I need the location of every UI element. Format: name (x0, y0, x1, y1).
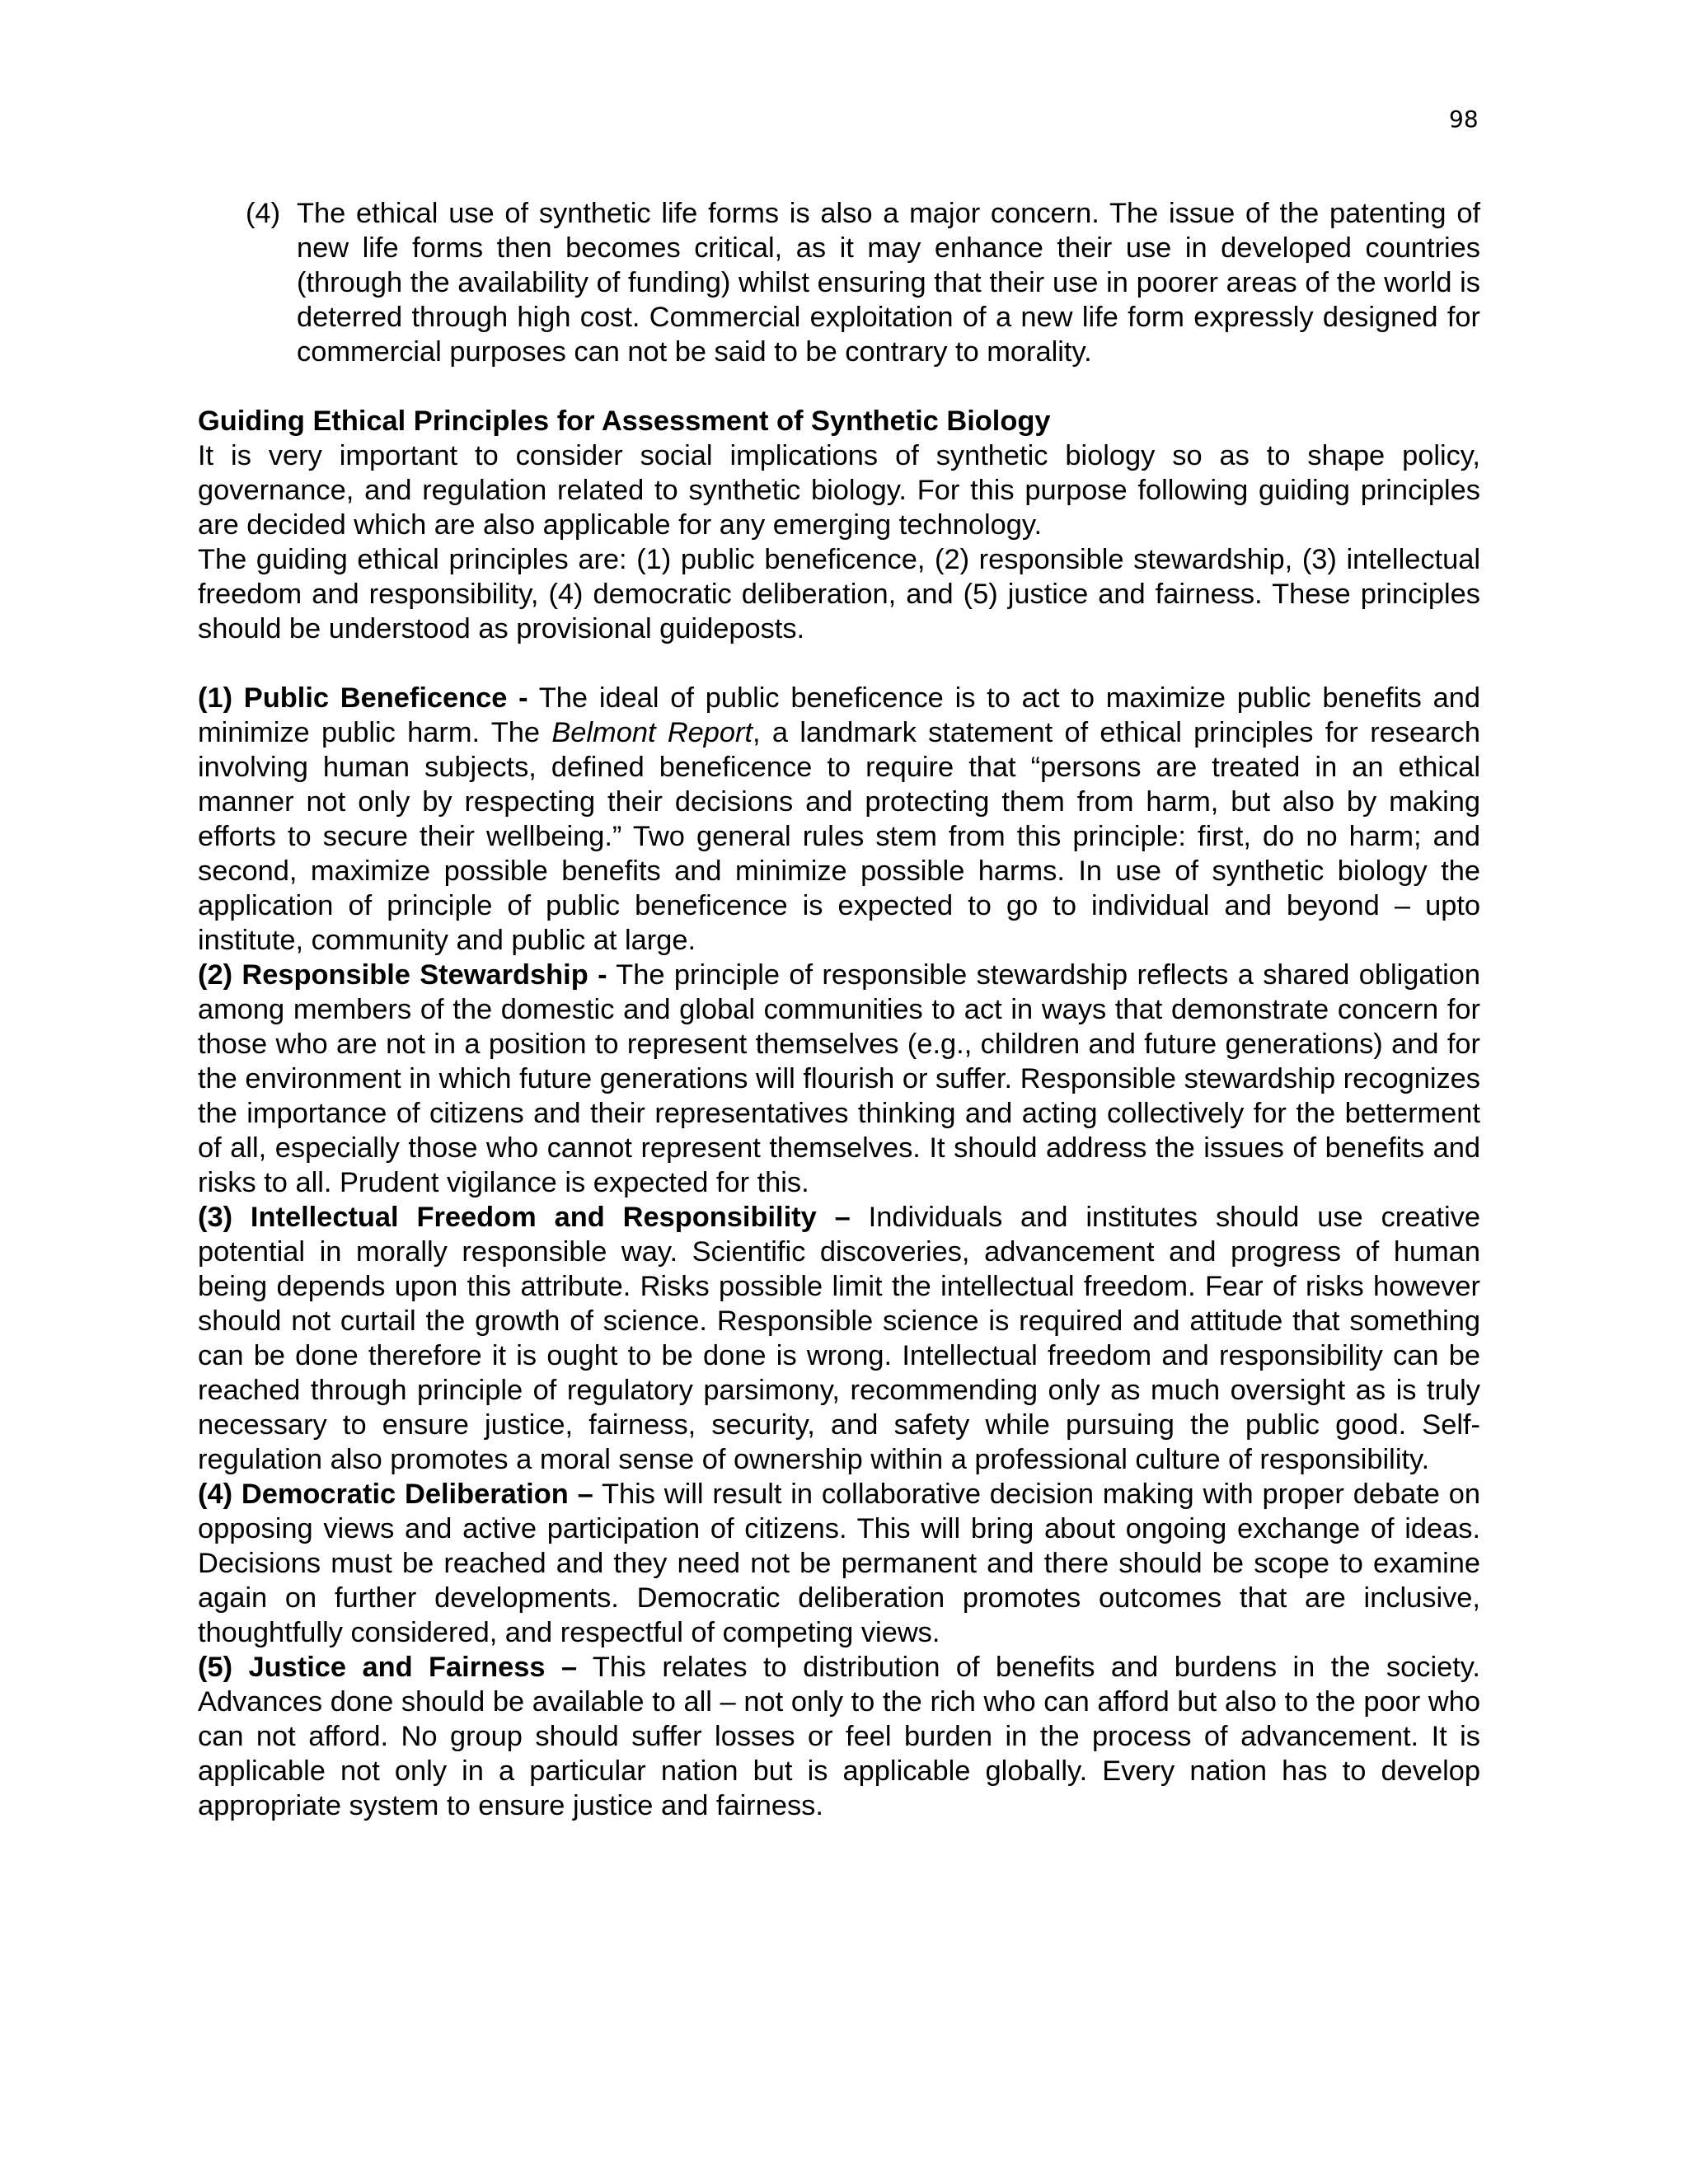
principle-label: (3) Intellectual Freedom and Responsibility – (198, 1202, 851, 1233)
principle-text: This relates to distribution of benefits and burdens in the society. Advances done should be available to all – not only to the rich who can afford but also to the poor who can not afford. No group should suffer losses or feel burden in the process of advancement. It is applicable not only in a particular nation but is applicable globally. Every nation has to develop appropriate system to ensure justice and fairness. (198, 1652, 1480, 1821)
principle-text: Individuals and institutes should use creative potential in morally responsible way. Scientific discoveries, advancement and progress of human being depends upon this attribute. Risks possible limit the intellectual freedom. Fear of risks however should not curtail the growth of science. Responsible science is required and attitude that something can be done therefore it is ought to be done is wrong. Intellectual freedom and responsibility can be reached through principle of regulatory parsimony, recommending only as much oversight as is truly necessary to ensure justice, fairness, security, and safety while pursuing the public good. Self-regulation also promotes a moral sense of ownership within a professional culture of responsibility. (198, 1202, 1480, 1475)
spacer (198, 369, 1480, 404)
principle-text: The ideal of public beneficence is to act to maximize public benefits and minimize public harm. The (198, 682, 1480, 748)
principle-intellectual-freedom (198, 1200, 1480, 1477)
principle-responsible-stewardship (198, 958, 1480, 1200)
document-body (198, 196, 1480, 1823)
principle-text: , a landmark statement of ethical principles for research involving human subjects, defined beneficence to require that “persons are treated in an ethical manner not only by respecting their decisions and protecting them from harm, but also by making efforts to secure their wellbeing.” Two general rules stem from this principle: first, do no harm; and second, maximize possible benefits and minimize possible harms. In use of synthetic biology the application of principle of public beneficence is expected to go to individual and beyond – upto institute, community and public at large. (198, 717, 1480, 956)
list-item (246, 196, 1480, 369)
list-item-text: The ethical use of synthetic life forms is also a major concern. The issue of the patenting of new life forms then becomes critical, as it may enhance their use in developed countries (through the availability of funding) whilst ensuring that their use in poorer areas of the world is deterred through high cost. Commercial exploitation of a new life form expressly designed for commercial purposes can not be said to be contrary to morality. (297, 198, 1480, 368)
principle-text: The principle of responsible stewardship reflects a shared obligation among members of the domestic and global communities to act in ways that demonstrate concern for those who are not in a position to represent themselves (e.g., children and future generations) and for the environment in which future generations will flourish or suffer. Responsible stewardship recognizes the importance of citizens and their representatives thinking and acting collectively for the betterment of all, especially those who cannot represent themselves. It should address the issues of benefits and risks to all. Prudent vigilance is expected for this. (198, 959, 1480, 1198)
list-marker: (4) (246, 198, 281, 229)
principle-justice-fairness (198, 1650, 1480, 1823)
principle-label: (4) Democratic Deliberation – (198, 1479, 593, 1510)
page-number: 98 (1449, 105, 1479, 133)
principle-public-beneficence (198, 681, 1480, 958)
principle-democratic-deliberation (198, 1477, 1480, 1650)
principle-text: This will result in collaborative decision making with proper debate on opposing views and active participation of citizens. This will bring about ongoing exchange of ideas. Decisions must be reached and they need not be permanent and there should be scope to examine again on further developments. Democratic deliberation promotes outcomes that are inclusive, thoughtfully considered, and respectful of competing views. (198, 1479, 1480, 1648)
principle-label: (5) Justice and Fairness – (198, 1652, 578, 1683)
principles-summary-paragraph: The guiding ethical principles are: (1) public beneficence, (2) responsible stewardship, (3) intellectual freedom and responsibility, (4) democratic deliberation, and (5) justice and fairness. These principles should be understood as provisional guideposts. (198, 544, 1480, 644)
principle-label: (2) Responsible Stewardship - (198, 959, 607, 991)
spacer (198, 646, 1480, 681)
intro-paragraph: It is very important to consider social implications of synthetic biology so as to shape policy, governance, and regulation related to synthetic biology. For this purpose following guiding principles are decided which are also applicable for any emerging technology. (198, 440, 1480, 541)
section-heading: Guiding Ethical Principles for Assessment of Synthetic Biology (198, 405, 1051, 437)
principle-label: (1) Public Beneficence - (198, 682, 528, 714)
report-title: Belmont Report (551, 717, 753, 748)
